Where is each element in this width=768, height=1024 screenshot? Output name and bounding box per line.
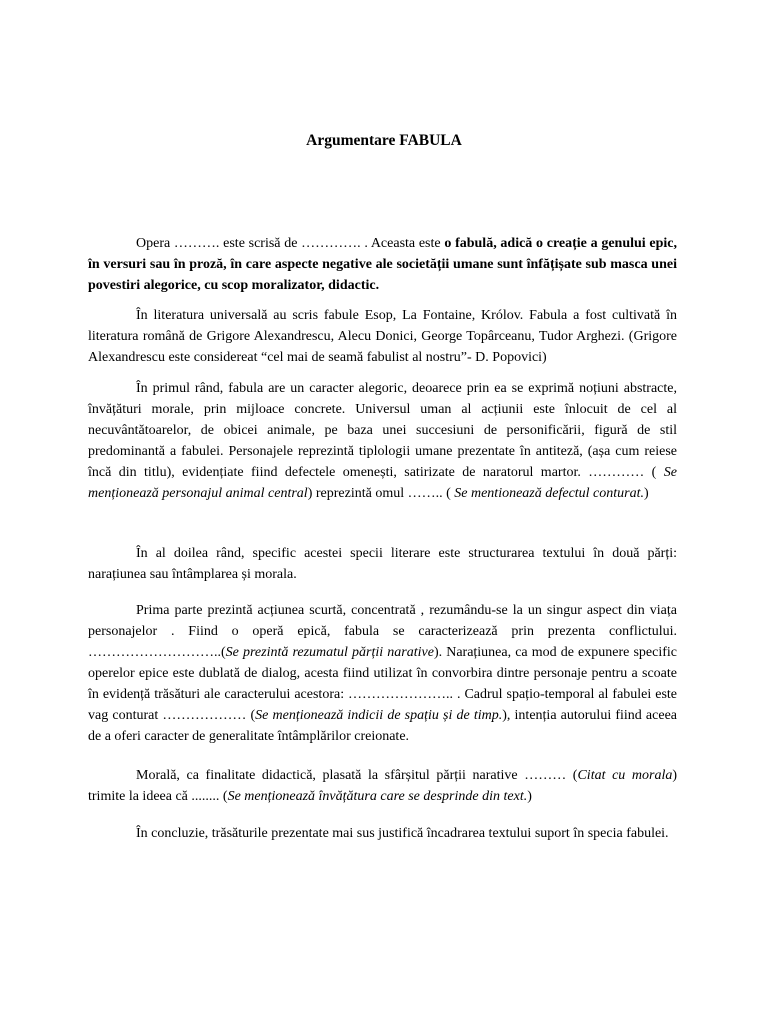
moral-text-3: ): [527, 789, 532, 804]
narrative-text-2: ). Narațiunea, ca mod de expunere specific operelor epice este dublată de dialog, acesta fiind utilizat în convorbira dintre personaje pentru a scoate în evidență trăsături ale caracterului acestora: ………………….. . Cadrul spațio-temporal al fabulei este vag conturat ……………… (: [88, 645, 678, 723]
paragraph-authors: [88, 305, 677, 368]
allegory-italic-2: Se mentionează defectul conturat.: [454, 486, 644, 501]
allegory-text-2: ) reprezintă omul …….. (: [307, 486, 455, 501]
paragraph-moral: [88, 765, 677, 807]
moral-italic-1: Citat cu morala: [577, 768, 673, 783]
moral-text-2: ) trimite la ideea că ........ (: [88, 768, 678, 804]
paragraph-narrative: [88, 600, 677, 747]
paragraph-definition: [88, 233, 677, 296]
moral-text-1: Morală, ca finalitate didactică, plasată la sfârșitul părții narative ……… (: [136, 768, 578, 783]
paragraph-conclusion: [88, 823, 677, 844]
document-title: Argumentare FABULA: [306, 132, 462, 149]
authors-text: În literatura universală au scris fabule Esop, La Fontaine, Królov. Fabula a fost cultivată în literatura română de Grigore Alexandrescu, Alecu Donici, George Topârceanu, Tudor Arghezi. (Grigore Alexandrescu este considereat “cel mai de seamă fabulist al nostru”- D. Popovici): [88, 308, 677, 365]
allegory-text-3: ): [644, 486, 649, 501]
narrative-text-3: ), intenția autorului fiind aceea de a oferi caracter de generalitate întâmplărilor creionate.: [88, 708, 677, 744]
moral-italic-2: Se menționează învățătura care se desprinde din text.: [227, 789, 528, 804]
paragraph-allegory: [88, 378, 677, 504]
conclusion-text: În concluzie, trăsăturile prezentate mai sus justifică încadrarea textului suport în specia fabulei.: [136, 826, 669, 841]
definition-bold: o fabulă, adică o creație a genului epic, în versuri sau în proză, în care aspecte negative ale societății umane sunt înfățișate sub masca unei povestiri alegorice, cu scop moralizator, didactic.: [88, 236, 678, 293]
allegory-italic-1: Se menționează personajul animal central: [88, 465, 677, 501]
narrative-italic-2: Se menționează indicii de spațiu și de timp.: [255, 708, 503, 723]
definition-lead: Opera ………. este scrisă de …………. . Aceasta este: [136, 236, 445, 251]
narrative-text-1: Prima parte prezintă acțiunea scurtă, concentrată , rezumându-se la un singur aspect din viața personajelor . Fiind o operă epică, fabula se caracterizează prin prezenta conflictului. ………………………..(: [88, 603, 677, 660]
narrative-italic-1: Se prezintă rezumatul părții narative: [225, 645, 434, 660]
structure-text: În al doilea rând, specific acestei specii literare este structurarea textului în două părți: narațiunea sau întâmplarea și morala.: [88, 546, 677, 582]
allegory-text-1: În primul rând, fabula are un caracter alegoric, deoarece prin ea se exprimă noțiuni abstracte, învățături morale, prin mijloace concrete. Universul uman al acțiunii este înlocuit de cel al necuvântătoarelor, de obicei animale, pe baza unei succesiuni de personificării, figură de stil predominantă a fabulei. Personajele reprezintă tiplologii umane prezentate în antiteză, (așa cum reiese încă din titlu), evidențiate fiind defectele omenești, satirizate de naratorul martor. ………… (: [88, 381, 677, 480]
paragraph-structure: [88, 543, 677, 585]
